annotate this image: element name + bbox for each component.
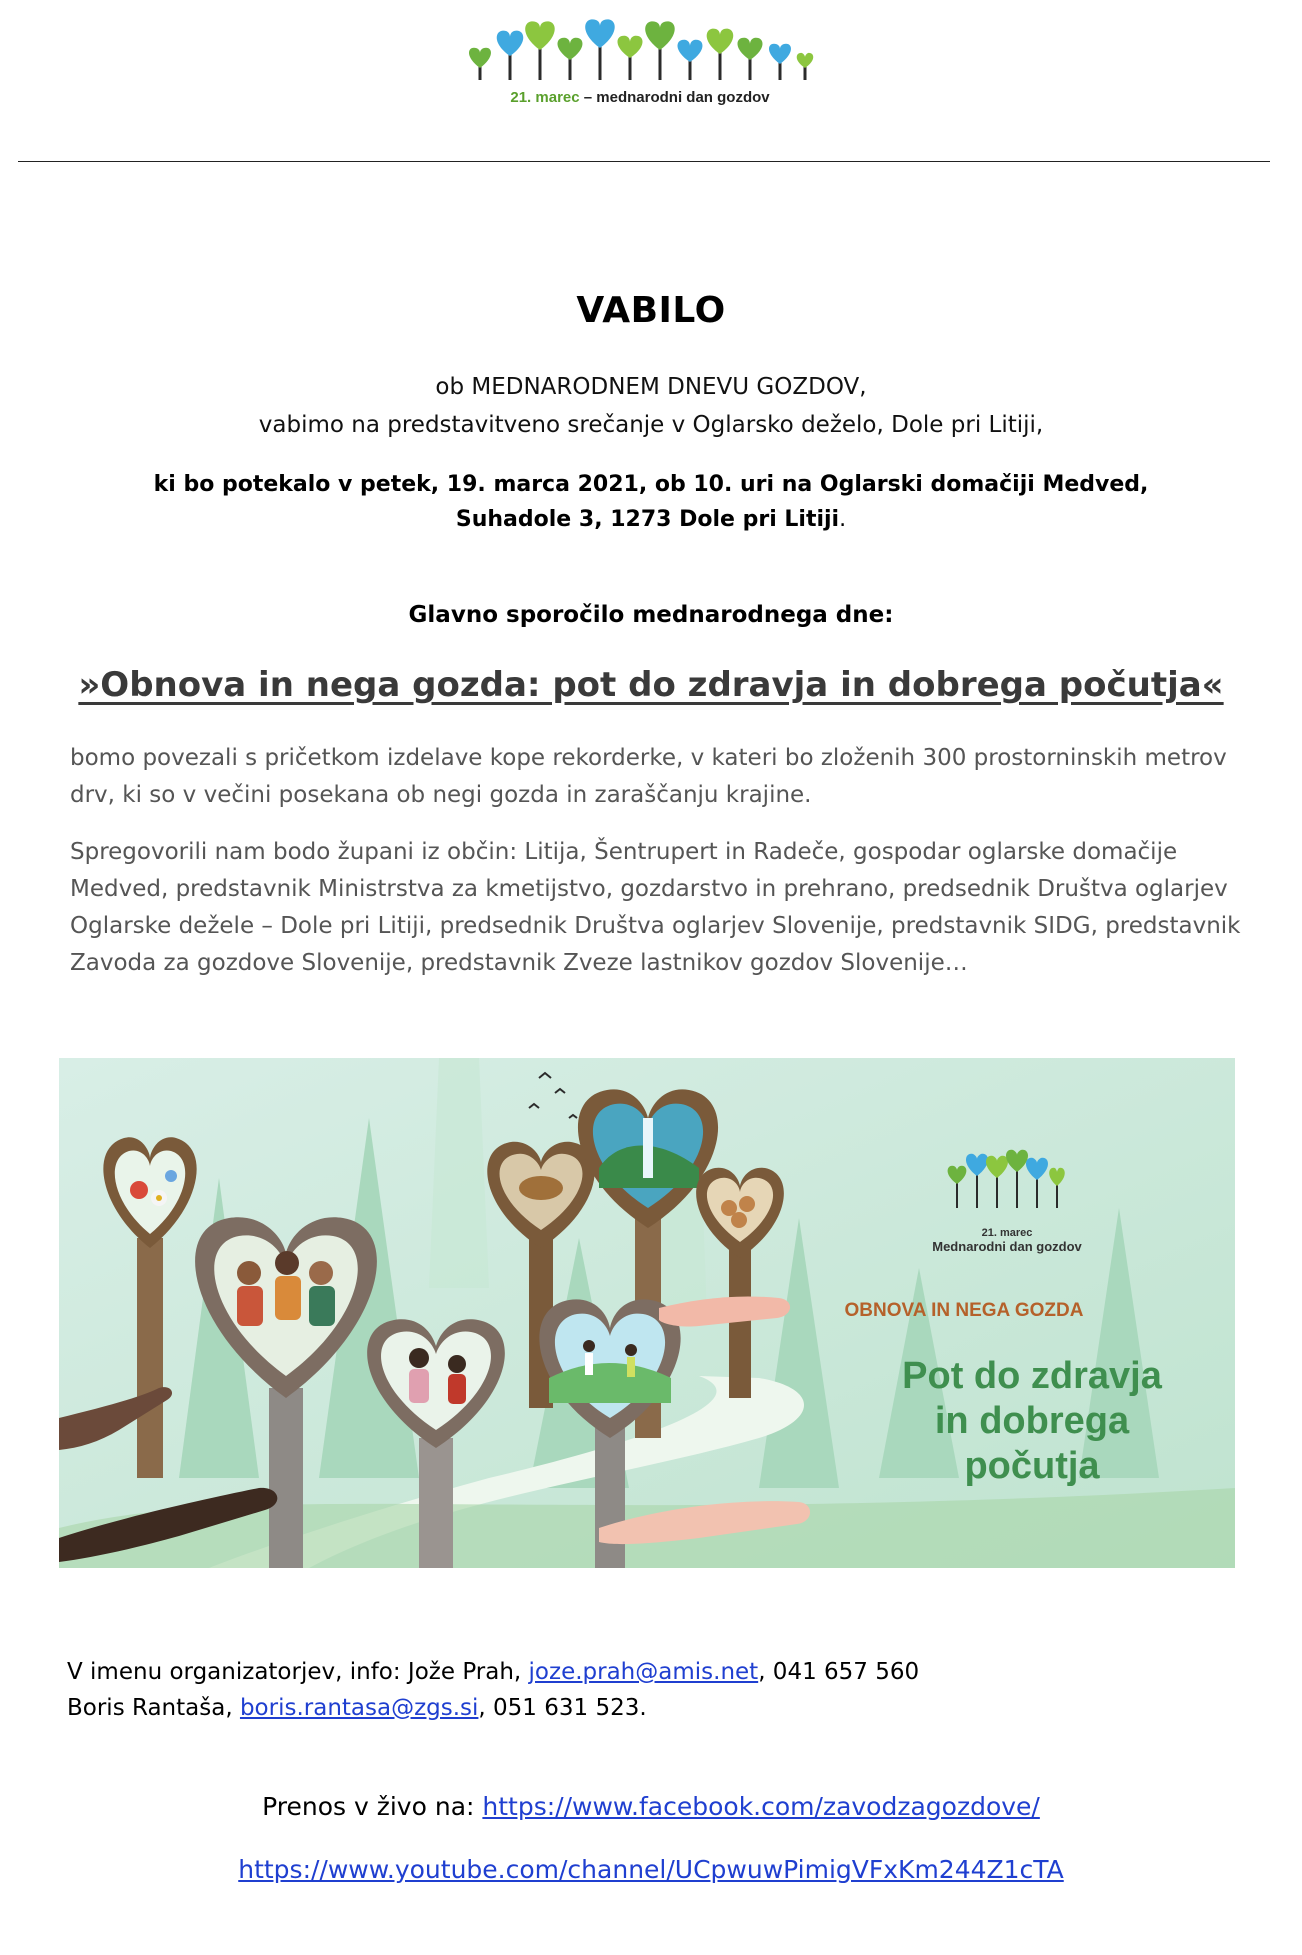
contact-2-text: Boris Rantaša, [67,1695,240,1721]
banner-headline-2: in dobrega [934,1400,1130,1442]
event-address-end: . [839,507,847,532]
facebook-link[interactable]: https://www.facebook.com/zavodzagozdove/ [482,1792,1040,1821]
page-title: VABILO [576,290,726,331]
contact-1-phone: , 041 657 560 [758,1659,920,1685]
contact-2-phone: , 051 631 523. [478,1695,647,1721]
live-stream-label: Prenos v živo na: [262,1792,483,1821]
banner-logo-line-2: Mednarodni dan gozdov [932,1239,1082,1254]
paragraph-1: bomo povezali s pričetkom izdelave kope rekorderke, v kateri bo zloženih 300 prostorninskih metrov drv, ki so v večini posekana ob negi gozda in zaraščanju krajine. [70,745,1227,808]
intro-line-1: ob MEDNARODNEM DNEVU GOZDOV, [435,374,867,400]
contact-line-1 [67,1654,919,1690]
banner-illustration [59,1058,1235,1568]
email-link-joze[interactable]: joze.prah@amis.net [528,1659,759,1685]
logo-trees [469,19,813,80]
key-message-label: Glavno sporočilo mednarodnega dne: [408,602,894,628]
banner-subtitle: OBNOVA IN NEGA GOZDA [844,1300,1084,1321]
event-line-2 [0,507,1302,532]
intro-line-2: vabimo na predstavitveno srečanje v Oglarsko deželo, Dole pri Litiji, [258,412,1044,438]
banner-headline-3: počutja [964,1445,1100,1487]
paragraph-2: Spregovorili nam bodo župani iz občin: Litija, Šentrupert in Radeče, gospodar oglarske domačije Medved, predstavnik Ministrstva za kmetijstvo, gozdarstvo in prehrano, predsednik Društva oglarjev Oglarske dežele – Dole pri Litiji, predsednik Društva oglarjev Slovenije, predstavnik SIDG, predstavnik Zavoda za gozdove Slovenije, predstavnik Zveze lastnikov gozdov Slovenije… [70,839,1241,976]
event-line-1: ki bo potekalo v petek, 19. marca 2021, ob 10. uri na Oglarski domačiji Medved, [153,472,1149,497]
slogan-text: »Obnova in nega gozda: pot do zdravja in dobrega počutja« [78,665,1224,705]
logo-caption: 21. marec – mednarodni dan gozdov [510,89,770,106]
header-divider [18,161,1270,162]
contact-1-text: V imenu organizatorjev, info: Jože Prah, [67,1659,529,1685]
key-message-slogan [0,665,1302,705]
banner-logo-line-1: 21. marec [981,1227,1033,1239]
youtube-line [0,1855,1302,1884]
live-stream-line [0,1792,1302,1821]
event-address: Suhadole 3, 1273 Dole pri Litiji [455,507,840,532]
email-link-boris[interactable]: boris.rantasa@zgs.si [239,1695,479,1721]
banner-headline-1: Pot do zdravja [902,1355,1162,1397]
contact-line-2 [67,1690,647,1726]
youtube-link[interactable]: https://www.youtube.com/channel/UCpwuwPimigVFxKm244Z1cTA [238,1855,1064,1884]
header-logo [450,10,830,110]
